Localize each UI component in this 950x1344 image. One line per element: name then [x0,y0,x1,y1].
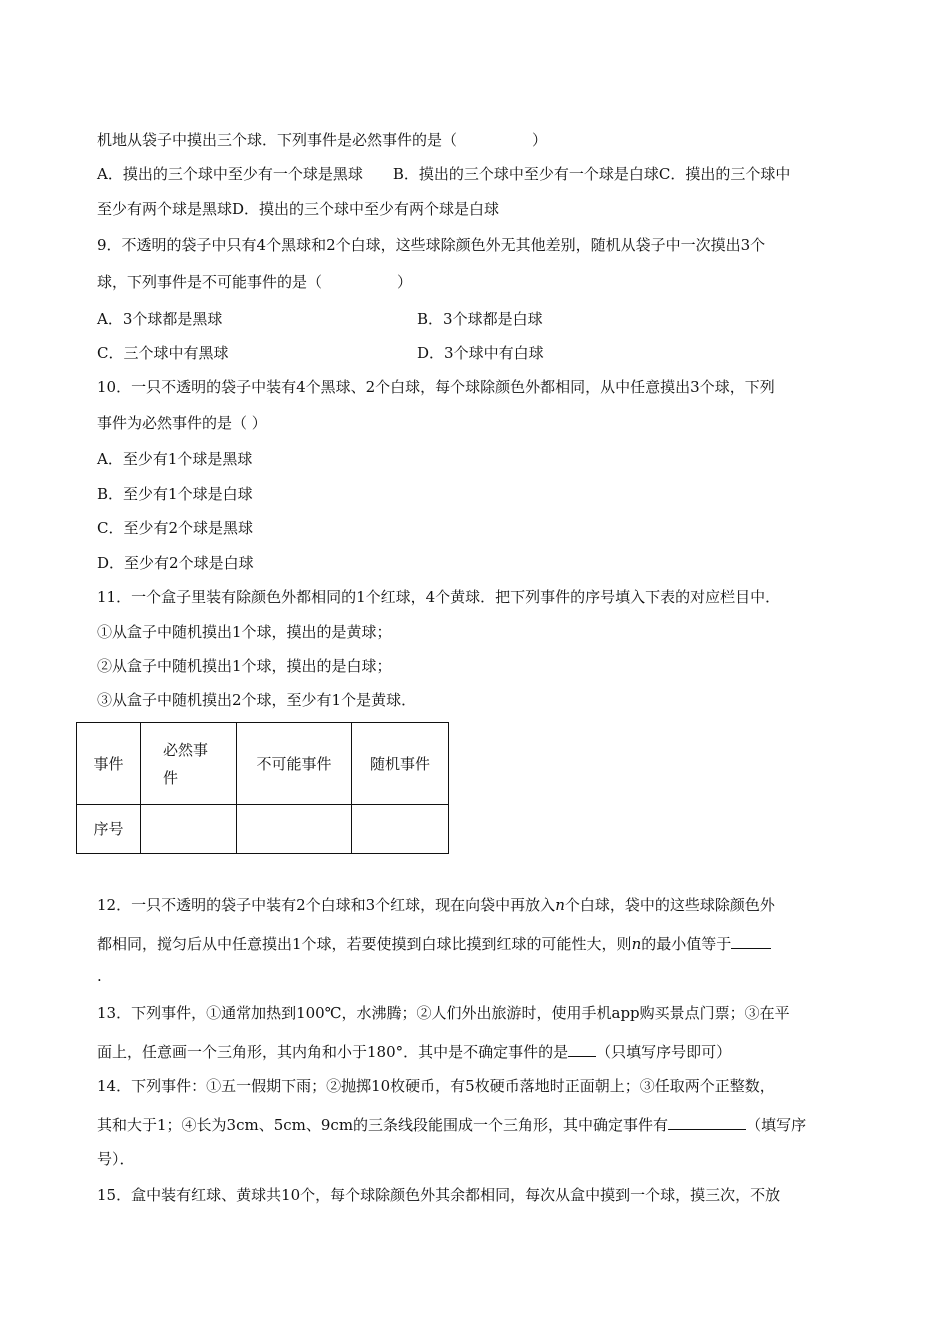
table-row [77,805,449,854]
text-line [97,1003,790,1023]
text-line [97,518,253,538]
text-line [97,413,267,433]
question-8-options-cont: 至少有两个球是黑球D．摸出的三个球中至少有两个球是白球 [97,200,500,218]
text-line [97,690,416,710]
question-8-stem-end: 机地从袋子中摸出三个球．下列事件是必然事件的是（ ） [97,131,548,149]
event-table [76,722,449,854]
question-12-stem-cont: 都相同，搅匀后从中任意摸出1个球，若要使摸到白球比摸到红球的可能性大，则 [97,935,632,953]
answer-blank[interactable] [568,1040,596,1057]
question-13-stem-cont: 面上，任意画一个三角形，其内角和小于180°．其中是不确定事件的是 [97,1043,569,1061]
option-a: A．至少有1个球是黑球 [97,450,253,468]
question-12-stem-part: 个白球，袋中的这些球除颜色外 [564,896,775,914]
question-14-stem-cont: 其和大于1；④长为3cm、5cm、9cm的三条线段能围成一个三角形，其中确定事件有 [97,1116,669,1134]
variable-n: n [631,935,642,953]
text-line [97,1149,135,1169]
header-random: 随机事件 [352,723,449,805]
text-line [97,1185,780,1205]
answer-blank[interactable] [731,932,771,949]
period: . [97,967,102,985]
text-line [97,343,544,363]
question-14-instruction: （填写序 [746,1116,807,1134]
option-b: B．至少有1个球是白球 [97,485,253,503]
text-line [97,484,253,504]
text-line [97,932,771,954]
option-d: D．至少有2个球是白球 [97,554,254,572]
text-line [97,377,775,397]
text-line [97,164,790,184]
answer-cell-impossible[interactable] [237,805,352,854]
option-a: A．3个球都是黑球 [97,310,223,328]
question-14-stem: 14．下列事件：①五一假期下雨；②抛掷10枚硬币，有5枚硬币落地时正面朝上；③任取两个正整数， [97,1077,775,1095]
variable-n: n [555,896,565,914]
question-10-stem: 10．一只不透明的袋子中装有4个黑球、2个白球，每个球除颜色外都相同，从中任意摸出3个球，下列 [97,378,775,396]
answer-cell-random[interactable] [352,805,449,854]
question-12-stem-part: 的最小值等于 [641,935,732,953]
question-13-stem: 13．下列事件，①通常加热到100℃，水沸腾；②人们外出旅游时，使用手机app购买景点门票；③在平 [97,1004,790,1022]
text-line [97,895,775,915]
table-header-row [77,723,449,805]
row-label-number: 序号 [77,805,141,854]
text-line [97,553,254,573]
header-impossible: 不可能事件 [237,723,352,805]
text-line [97,1113,806,1135]
text-line [97,656,392,676]
event-1: ①从盒子中随机摸出1个球，摸出的是黄球； [97,623,392,641]
option-c: C．三个球中有黑球 [97,344,229,362]
question-14-instruction-end: 号）． [97,1150,135,1168]
answer-blank[interactable] [668,1113,746,1130]
question-9-stem: 9．不透明的袋子中只有4个黑球和2个白球，这些球除颜色外无其他差别，随机从袋子中一次摸出3个 [97,236,766,254]
question-12-stem: 12．一只不透明的袋子中装有2个白球和3个红球，现在向袋中再放入 [97,896,556,914]
answer-cell-certain[interactable] [141,805,237,854]
text-line [97,449,252,469]
text-line [97,130,547,150]
text-line [97,272,412,292]
text-line [97,199,499,219]
question-10-stem-cont: 事件为必然事件的是（ ） [97,414,267,432]
event-3: ③从盒子中随机摸出2个球，至少有1个是黄球． [97,691,417,709]
text-line [97,966,102,986]
option-b: B．3个球都是白球 [417,310,543,328]
header-event: 事件 [77,723,141,805]
header-certain: 必然事 件 [141,723,237,805]
event-2: ②从盒子中随机摸出1个球，摸出的是白球； [97,657,392,675]
question-13-instruction: （只填写序号即可） [596,1043,732,1061]
text-line [97,309,543,329]
question-15-stem: 15．盒中装有红球、黄球共10个，每个球除颜色外其余都相同，每次从盒中摸到一个球，摸三次，不放 [97,1186,781,1204]
option-c: C．至少有2个球是黑球 [97,519,254,537]
text-line [97,1040,731,1062]
question-9-stem-cont: 球，下列事件是不可能事件的是（ ） [97,273,413,291]
text-line [97,587,780,607]
option-d: D．3个球中有白球 [417,344,544,362]
question-11-stem: 11．一个盒子里装有除颜色外都相同的1个红球，4个黄球．把下列事件的序号填入下表的对应栏目中． [97,588,781,606]
text-line [97,235,765,255]
text-line [97,1076,775,1096]
question-8-options: A．摸出的三个球中至少有一个球是黑球 B．摸出的三个球中至少有一个球是白球C．摸出的三个球中 [97,165,791,183]
text-line [97,622,392,642]
